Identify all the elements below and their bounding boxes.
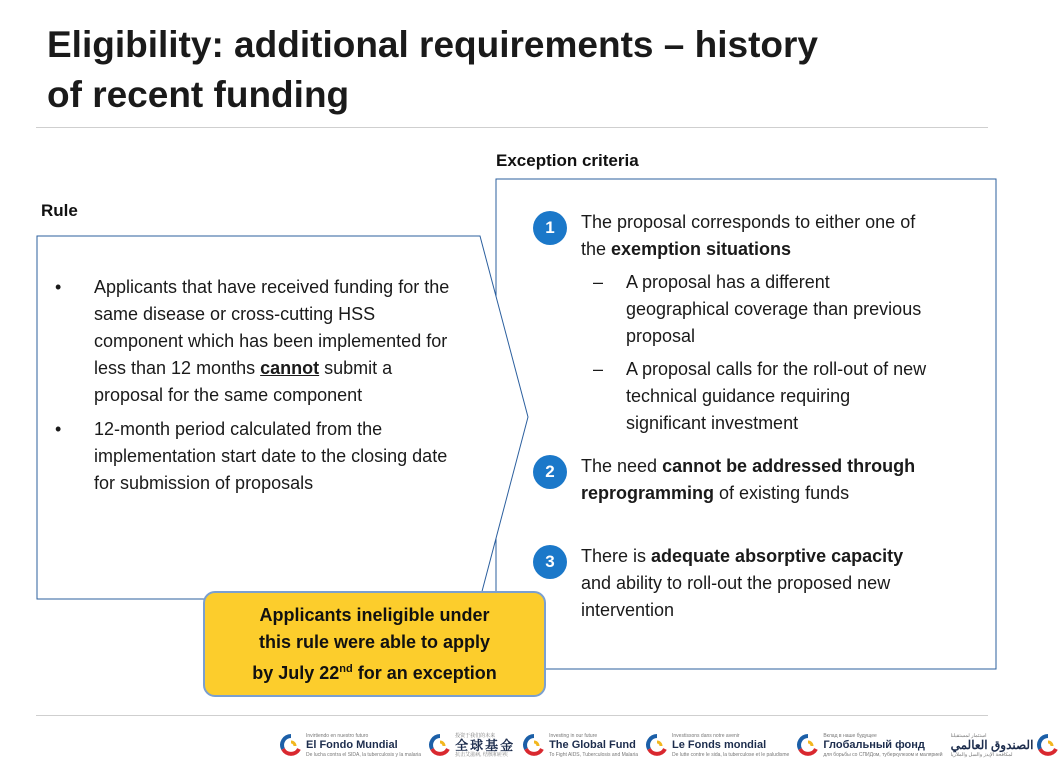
rule-bullet-1-emphasis: cannot — [260, 358, 320, 378]
logo-russian — [797, 733, 942, 758]
footer-logos — [280, 727, 1034, 763]
callout-line-3-superscript: nd — [339, 662, 353, 675]
exception-item-3-bold: adequate absorptive capacity — [651, 546, 904, 566]
logo-subtitle: De lucha contra el SIDA, la tuberculosis y la malaria — [306, 751, 422, 758]
exception-item-3 — [533, 543, 928, 624]
global-fund-swirl-icon — [646, 734, 668, 756]
logo-tagline: Investing in our future — [549, 732, 598, 739]
exception-item-2-bold: cannot be addressed through reprogramming — [581, 456, 916, 503]
bullet-marker: • — [55, 277, 62, 297]
callout-line-2: this rule were able to apply — [258, 631, 491, 652]
number-badge-3: 3 — [533, 545, 567, 579]
logo-subtitle: لمكافحة الإيدز والسل والملاريا — [950, 751, 1013, 758]
exception-sub-item-2-text: A proposal calls for the roll-out of new technical guidance requiring significant investment — [626, 359, 927, 433]
logo-english — [523, 733, 638, 758]
rule-heading: Rule — [41, 201, 78, 220]
exception-item-2 — [533, 453, 928, 507]
global-fund-swirl-icon — [1037, 734, 1059, 756]
rule-bullet-2-text: 12-month period calculated from the implementation start date to the closing date for submission of proposals — [94, 419, 448, 493]
logo-arabic — [951, 733, 1059, 758]
footer-divider — [36, 715, 988, 716]
exception-item-3-text-after: and ability to roll-out the proposed new intervention — [581, 573, 891, 620]
logo-tagline: استثمار لمستقبلنا — [950, 732, 987, 739]
rule-bullet-1-text-before: Applicants that have received funding for the same disease or cross-cutting HSS component which has been implemented for less than 12 months — [94, 277, 450, 378]
exception-callout — [203, 591, 546, 697]
logo-name: Le Fonds mondial — [672, 738, 767, 751]
callout-line-3-after: for an exception — [352, 662, 497, 683]
logo-subtitle: для борьбы со СПИДом, туберкулезом и малярией — [823, 751, 943, 758]
logo-spanish — [280, 733, 421, 758]
logo-tagline: 投资于我们的未来 — [455, 732, 496, 739]
logo-name: 全球基金 — [455, 737, 516, 753]
global-fund-swirl-icon — [523, 734, 545, 756]
title-line-2: of recent funding — [47, 74, 350, 115]
rule-bullet-1 — [55, 274, 465, 409]
global-fund-swirl-icon — [429, 734, 451, 756]
logo-subtitle: 抗击艾滋病, 结核和疟疾 — [455, 751, 508, 758]
exception-item-2-text-after: of existing funds — [714, 483, 850, 503]
exception-item-1-text-before: The proposal corresponds to either one of the — [581, 212, 916, 259]
exception-sub-item-1 — [581, 269, 928, 350]
exception-item-3-text-before: There is — [581, 546, 652, 566]
global-fund-swirl-icon — [797, 734, 819, 756]
exception-item-1-bold: exemption situations — [611, 239, 792, 259]
logo-name: الصندوق العالمي — [950, 737, 1034, 752]
exception-sub-item-1-text: A proposal has a different geographical coverage than previous proposal — [626, 272, 922, 346]
logo-chinese — [429, 733, 515, 758]
dash-marker: – — [593, 272, 604, 292]
exception-item-1 — [533, 209, 928, 443]
title-line-1: Eligibility: additional requirements – history — [47, 24, 818, 65]
exception-sub-list — [581, 269, 928, 437]
logo-name: Глобальный фонд — [823, 738, 925, 751]
number-badge-2: 2 — [533, 455, 567, 489]
logo-tagline: Invirtiendo en nuestro futuro — [306, 732, 369, 739]
logo-tagline: Вклад в наше будущее — [823, 732, 877, 739]
exception-sub-item-2 — [581, 356, 928, 437]
callout-line-3-before: by July 22 — [252, 662, 340, 683]
number-badge-1: 1 — [533, 211, 567, 245]
dash-marker: – — [593, 359, 604, 379]
callout-line-1: Applicants ineligible under — [259, 604, 490, 625]
exception-heading: Exception criteria — [496, 151, 639, 170]
logo-name: The Global Fund — [549, 738, 636, 751]
rule-bullet-1-text-after: submit a proposal for the same component — [94, 358, 393, 405]
logo-name: El Fondo Mundial — [306, 738, 398, 751]
logo-subtitle: To Fight AIDS, Tuberculosis and Malaria — [549, 751, 639, 758]
global-fund-swirl-icon — [280, 734, 302, 756]
logo-french — [646, 733, 789, 758]
rule-bullet-list — [55, 274, 465, 504]
logo-subtitle: De lutte contre le sida, la tuberculose et le paludisme — [672, 751, 790, 758]
rule-bullet-2 — [55, 416, 465, 497]
logo-tagline: Investissons dans notre avenir — [672, 732, 740, 739]
exception-item-2-text-before: The need — [581, 456, 663, 476]
bullet-marker: • — [55, 419, 62, 439]
